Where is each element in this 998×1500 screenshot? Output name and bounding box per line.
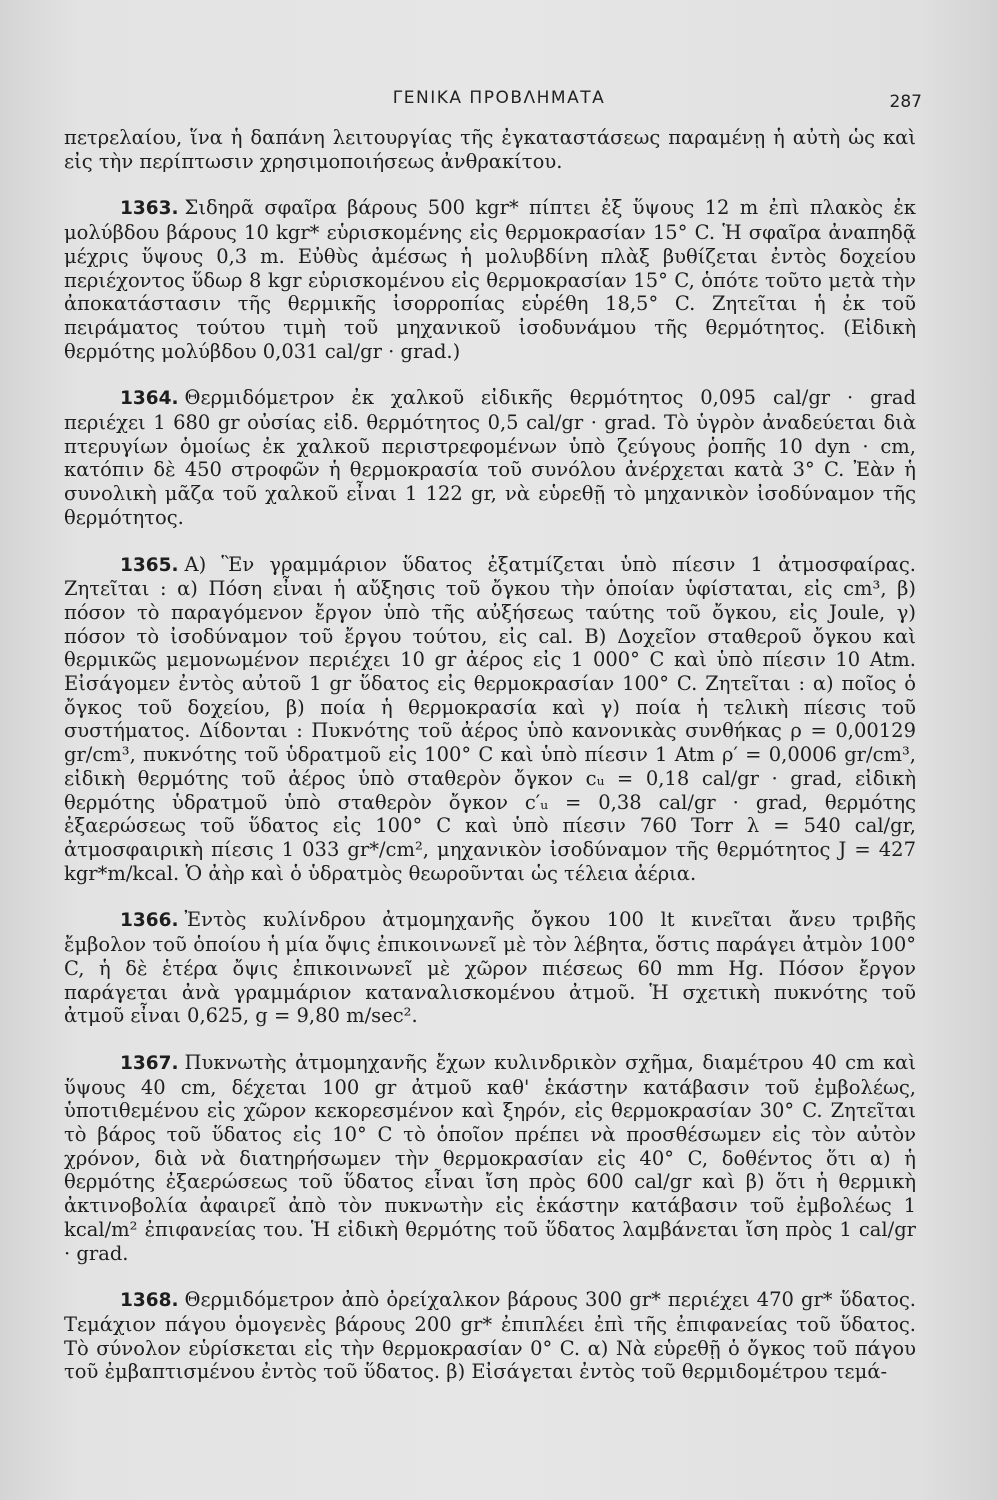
- problem-1363: [64, 196, 916, 363]
- problem-number: 1363.: [120, 198, 179, 220]
- problem-number: 1367.: [120, 1052, 179, 1074]
- problem-text: Ἐντὸς κυλίνδρου ἀτμομηχανῆς ὄγκου 100 lt κινεῖται ἄνευ τριβῆς ἔμβολον τοῦ ὁποίου ἡ μία ὄψις ἐπικοινωνεῖ μὲ τὸν λέβητα, ὅστις παράγει ἀτμὸν 100° C, ἡ δὲ ἑτέρα ὄψις ἐπικοινωνεῖ μὲ χῶρον πιέσεως 60 mm Hg. Πόσον ἔργον παράγεται ἀνὰ γραμμάριον καταναλισκομένου ἀτμοῦ. Ἡ σχετικὴ πυκνότης τοῦ ἀτμοῦ εἶναι 0,625, g = 9,80 m/sec².: [64, 908, 916, 1028]
- problem-number: 1365.: [120, 554, 179, 576]
- problem-text: Πυκνωτὴς ἀτμομηχανῆς ἔχων κυλινδρικὸν σχῆμα, διαμέτρου 40 cm καὶ ὕψους 40 cm, δέχεται 100 gr ἀτμοῦ καθ' ἑκάστην κατάβασιν τοῦ ἐμβολέως, ὑποτιθεμένου εἰς χῶρον κεκορεσμένον καὶ ξηρόν, εἰς θερμοκρασίαν 30° C. Ζητεῖται τὸ βάρος τοῦ ὕδατος εἰς 10° C τὸ ὁποῖον πρέπει νὰ προσθέσωμεν εἰς τὸν αὐτὸν χρόνον, διὰ νὰ διατηρήσωμεν τὴν θερμοκρασίαν εἰς 40° C, δοθέντος ὅτι α) ἡ θερμότης ἐξαερώσεως τοῦ ὕδατος εἶναι ἴση πρὸς 600 cal/gr καὶ β) ὅτι ἡ θερμικὴ ἀκτινοβολία ἀφαιρεῖ ἀπὸ τὸν πυκνωτὴν εἰς ἑκάστην κατάβασιν τοῦ ἐμβολέως 1 kcal/m² ἐπιφανείας του. Ἡ εἰδικὴ θερμότης τοῦ ὕδατος λαμβάνεται ἴση πρὸς 1 cal/gr · grad.: [64, 1050, 916, 1265]
- problem-number: 1366.: [120, 910, 179, 932]
- problem-1367: [64, 1051, 916, 1265]
- problem-text: A) Ἓν γραμμάριον ὕδατος ἐξατμίζεται ὑπὸ πίεσιν 1 ἀτμοσφαίρας. Ζητεῖται : α) Πόση εἶναι ἡ αὔξησις τοῦ ὄγκου τὴν ὁποίαν ὑφίσταται, εἰς cm³, β) πόσον τὸ παραγόμενον ἔργον ὑπὸ τῆς αὐξήσεως ταύτης τοῦ ὄγκου, εἰς Joule, γ) πόσον τὸ ἰσοδύναμον τοῦ ἔργου τούτου, εἰς cal. B) Δοχεῖον σταθεροῦ ὄγκου καὶ θερμικῶς μεμονωμένον περιέχει 10 gr ἀέρος εἰς 1 000° C καὶ ὑπὸ πίεσιν 10 Atm. Εἰσάγομεν ἐντὸς αὐτοῦ 1 gr ὕδατος εἰς θερμοκρασίαν 100° C. Ζητεῖται : α) ποῖος ὁ ὄγκος τοῦ δοχείου, β) ποία ἡ θερμοκρασία καὶ γ) ποία ἡ τελικὴ πίεσις τοῦ συστήματος. Δίδονται : Πυκνότης τοῦ ἀέρος ὑπὸ κανονικὰς συνθήκας ρ = 0,00129 gr/cm³, πυκνότης τοῦ ὑδρατμοῦ εἰς 100° C καὶ ὑπὸ πίεσιν 1 Atm ρ′ = 0,0006 gr/cm³, εἰδικὴ θερμότης τοῦ ἀέρος ὑπὸ σταθερὸν ὄγκον cᵤ = 0,18 cal/gr · grad, εἰδικὴ θερμότης ὑδρατμοῦ ὑπὸ σταθερὸν ὄγκον c′ᵤ = 0,38 cal/gr · grad, θερμότης ἐξαερώσεως τοῦ ὕδατος εἰς 100° C καὶ ὑπὸ πίεσιν 760 Torr λ = 540 cal/gr, ἀτμοσφαιρικὴ πίεσις 1 033 gr*/cm², μηχανικὸν ἰσοδύναμον τῆς θερμότητος J = 427 kgr*m/kcal. Ὁ ἀὴρ καὶ ὁ ὑδρατμὸς θεωροῦνται ὡς τέλεια ἀέρια.: [64, 552, 916, 885]
- problem-text: Θερμιδόμετρον ἀπὸ ὀρείχαλκον βάρους 300 gr* περιέχει 470 gr* ὕδατος. Τεμάχιον πάγου ὁμογενὲς βάρους 200 gr* ἐπιπλέει ἐπὶ τῆς ἐπιφανείας τοῦ ὕδατος. Τὸ σύνολον εὑρίσκεται εἰς τὴν θερμοκρασίαν 0° C. α) Νὰ εὑρεθῇ ὁ ὄγκος τοῦ πάγου τοῦ ἐμβαπτισμένου ἐντὸς τοῦ ὕδατος. β) Εἰσάγεται ἐντὸς τοῦ θερμιδομέτρου τεμά-: [64, 1288, 916, 1384]
- problem-number: 1368.: [120, 1290, 179, 1312]
- running-head: ΓΕΝΙΚΑ ΠΡΟΒΛΗΜΑΤΑ: [392, 88, 606, 108]
- continued-paragraph: πετρελαίου, ἵνα ἡ δαπάνη λειτουργίας τῆς ἐγκαταστάσεως παραμένῃ ἡ αὐτὴ ὡς καὶ εἰς τὴν περίπτωσιν χρησιμοποιήσεως ἀνθρακίτου.: [64, 126, 916, 173]
- problem-1368: [64, 1288, 916, 1384]
- problem-number: 1364.: [120, 388, 179, 410]
- page-body: [64, 126, 916, 1407]
- problem-1365: [64, 553, 916, 886]
- problem-text: Θερμιδόμετρον ἐκ χαλκοῦ εἰδικῆς θερμότητος 0,095 cal/gr · grad περιέχει 1 680 gr οὐσίας εἰδ. θερμότητος 0,5 cal/gr · grad. Τὸ ὑγρὸν ἀναδεύεται διὰ πτερυγίων ὁμοίως ἐκ χαλκοῦ περιστρεφομένων ὑπὸ ζεύγους ῥοπῆς 10 dyn · cm, κατόπιν δὲ 450 στροφῶν ἡ θερμοκρασία τοῦ συνόλου ἀνέρχεται κατὰ 3° C. Ἐὰν ἡ συνολικὴ μᾶζα τοῦ χαλκοῦ εἶναι 1 122 gr, νὰ εὑρεθῇ τὸ μηχανικὸν ἰσοδύναμον τῆς θερμότητος.: [64, 386, 916, 529]
- page-number: 287: [889, 92, 922, 112]
- problem-text: Σιδηρᾶ σφαῖρα βάρους 500 kgr* πίπτει ἐξ ὕψους 12 m ἐπὶ πλακὸς ἐκ μολύβδου βάρους 10 kgr* εὑρισκομένης εἰς θερμοκρασίαν 15° C. Ἡ σφαῖρα ἀναπηδᾷ μέχρις ὕψους 0,3 m. Εὐθὺς ἀμέσως ἡ μολυβδίνη πλὰξ βυθίζεται ἐντὸς δοχείου περιέχοντος ὕδωρ 8 kgr εὑρισκομένου εἰς θερμοκρασίαν 15° C, ὁπότε τοῦτο μετὰ τὴν ἀποκατάστασιν τῆς θερμικῆς ἰσορροπίας εὑρέθη 18,5° C. Ζητεῖται ἡ ἐκ τοῦ πειράματος τούτου τιμὴ τοῦ μηχανικοῦ ἰσοδυνάμου τῆς θερμότητος. (Εἰδικὴ θερμότης μολύβδου 0,031 cal/gr · grad.): [64, 196, 916, 363]
- problem-1366: [64, 908, 916, 1028]
- problem-1364: [64, 386, 916, 529]
